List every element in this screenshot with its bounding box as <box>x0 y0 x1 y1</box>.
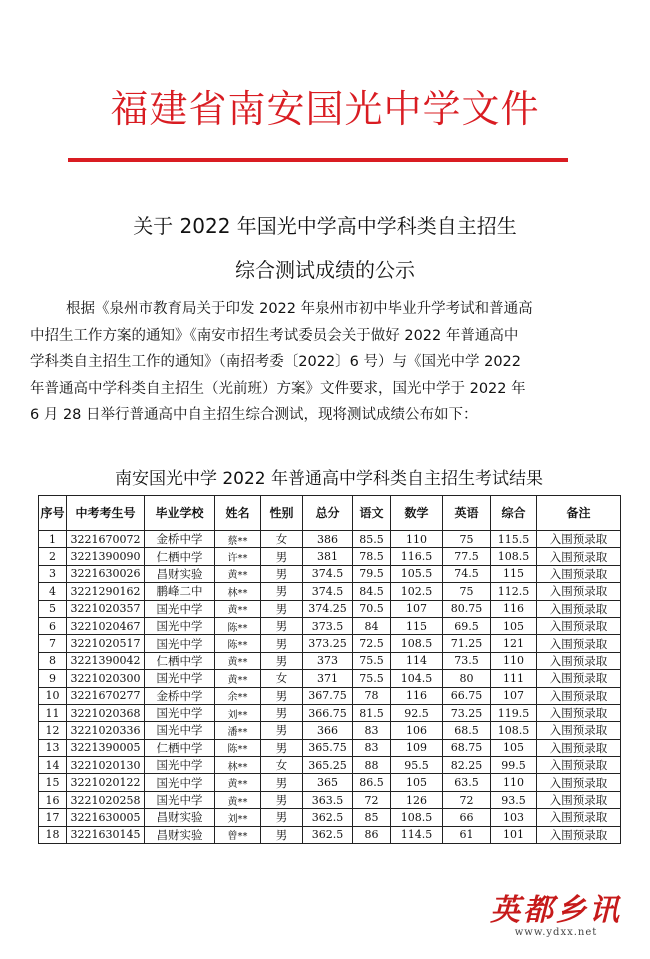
table-cell: 101 <box>491 826 537 843</box>
table-cell: 金桥中学 <box>145 687 215 704</box>
table-cell: 75 <box>443 531 491 548</box>
table-cell: 入围预录取 <box>537 722 621 739</box>
table-cell: 黄** <box>215 774 261 791</box>
notice-title-line1: 关于 2022 年国光中学高中学科类自主招生 <box>133 214 517 238</box>
table-cell: 86 <box>353 826 391 843</box>
body-line: 年普通高中学科类自主招生（光前班）方案》文件要求，国光中学于 2022 年 <box>30 380 526 397</box>
table-cell: 105 <box>491 617 537 634</box>
header-cell: 姓名 <box>215 496 261 531</box>
table-cell: 6 <box>39 617 67 634</box>
table-cell: 9 <box>39 670 67 687</box>
table-cell: 126 <box>391 791 443 808</box>
table-cell: 363.5 <box>303 791 353 808</box>
table-row <box>39 617 621 634</box>
table-cell: 110 <box>391 531 443 548</box>
table-cell: 16 <box>39 791 67 808</box>
table-cell: 83 <box>353 739 391 756</box>
table-cell: 男 <box>261 635 303 652</box>
results-table-body <box>39 531 621 844</box>
table-cell: 12 <box>39 722 67 739</box>
table-cell: 仁栖中学 <box>145 548 215 565</box>
table-row <box>39 531 621 548</box>
table-cell: 国光中学 <box>145 704 215 721</box>
table-cell: 366 <box>303 722 353 739</box>
table-cell: 15 <box>39 774 67 791</box>
table-cell: 3221020467 <box>67 617 145 634</box>
table-cell: 男 <box>261 774 303 791</box>
table-cell: 潘** <box>215 722 261 739</box>
table-cell: 黄** <box>215 791 261 808</box>
table-cell: 83 <box>353 722 391 739</box>
table-cell: 80 <box>443 670 491 687</box>
table-cell: 99.5 <box>491 757 537 774</box>
table-cell: 男 <box>261 722 303 739</box>
table-cell: 男 <box>261 704 303 721</box>
table-cell: 66 <box>443 809 491 826</box>
table-cell: 71.25 <box>443 635 491 652</box>
table-row <box>39 565 621 582</box>
table-cell: 入围预录取 <box>537 635 621 652</box>
table-cell: 黄** <box>215 670 261 687</box>
table-row <box>39 548 621 565</box>
table-cell: 114.5 <box>391 826 443 843</box>
table-row <box>39 635 621 652</box>
table-cell: 3221020517 <box>67 635 145 652</box>
table-header-row <box>39 496 621 531</box>
results-table-container <box>38 463 620 844</box>
table-cell: 仁栖中学 <box>145 739 215 756</box>
table-cell: 75 <box>443 583 491 600</box>
table-cell: 女 <box>261 670 303 687</box>
table-cell: 75.5 <box>353 652 391 669</box>
table-cell: 蔡** <box>215 531 261 548</box>
table-cell: 国光中学 <box>145 774 215 791</box>
notice-body <box>30 296 586 429</box>
table-cell: 105 <box>491 739 537 756</box>
table-row <box>39 583 621 600</box>
table-cell: 入围预录取 <box>537 531 621 548</box>
table-row <box>39 739 621 756</box>
table-cell: 入围预录取 <box>537 826 621 843</box>
table-cell: 入围预录取 <box>537 670 621 687</box>
table-cell: 78 <box>353 687 391 704</box>
table-cell: 115 <box>491 565 537 582</box>
header-cell: 备注 <box>537 496 621 531</box>
table-cell: 入围预录取 <box>537 739 621 756</box>
table-cell: 85.5 <box>353 531 391 548</box>
table-cell: 72.5 <box>353 635 391 652</box>
table-cell: 103 <box>491 809 537 826</box>
table-cell: 362.5 <box>303 809 353 826</box>
table-cell: 3221020122 <box>67 774 145 791</box>
table-cell: 82.25 <box>443 757 491 774</box>
table-cell: 115 <box>391 617 443 634</box>
table-cell: 许** <box>215 548 261 565</box>
table-cell: 入围预录取 <box>537 774 621 791</box>
table-row <box>39 791 621 808</box>
table-cell: 入围预录取 <box>537 791 621 808</box>
table-cell: 366.75 <box>303 704 353 721</box>
table-cell: 110 <box>491 774 537 791</box>
table-cell: 男 <box>261 687 303 704</box>
table-cell: 3221020300 <box>67 670 145 687</box>
table-row <box>39 757 621 774</box>
header-cell: 毕业学校 <box>145 496 215 531</box>
table-cell: 入围预录取 <box>537 704 621 721</box>
table-cell: 108.5 <box>391 635 443 652</box>
table-cell: 林** <box>215 583 261 600</box>
table-cell: 入围预录取 <box>537 809 621 826</box>
table-cell: 105.5 <box>391 565 443 582</box>
table-cell: 11 <box>39 704 67 721</box>
table-cell: 373.25 <box>303 635 353 652</box>
table-cell: 昌财实验 <box>145 565 215 582</box>
table-cell: 365.75 <box>303 739 353 756</box>
table-cell: 106 <box>391 722 443 739</box>
notice-title-line2: 综合测试成绩的公示 <box>235 258 415 282</box>
table-cell: 111 <box>491 670 537 687</box>
table-cell: 3221630026 <box>67 565 145 582</box>
table-cell: 74.5 <box>443 565 491 582</box>
body-line: 中招生工作方案的通知》《南安市招生考试委员会关于做好 2022 年普通高中 <box>30 327 519 344</box>
watermark-name: 英都乡讯 <box>490 893 622 928</box>
table-cell: 5 <box>39 600 67 617</box>
table-cell: 3221630145 <box>67 826 145 843</box>
table-cell: 116 <box>491 600 537 617</box>
table-cell: 男 <box>261 791 303 808</box>
table-cell: 72 <box>353 791 391 808</box>
table-cell: 66.75 <box>443 687 491 704</box>
table-cell: 81.5 <box>353 704 391 721</box>
table-cell: 107 <box>391 600 443 617</box>
table-cell: 3221290162 <box>67 583 145 600</box>
table-row <box>39 826 621 843</box>
header-cell: 序号 <box>39 496 67 531</box>
table-cell: 3221020357 <box>67 600 145 617</box>
table-cell: 国光中学 <box>145 757 215 774</box>
document-header: 福建省南安国光中学文件 <box>110 87 540 131</box>
table-cell: 3 <box>39 565 67 582</box>
table-cell: 80.75 <box>443 600 491 617</box>
table-cell: 金桥中学 <box>145 531 215 548</box>
header-cell: 语文 <box>353 496 391 531</box>
table-cell: 10 <box>39 687 67 704</box>
table-cell: 72 <box>443 791 491 808</box>
table-cell: 国光中学 <box>145 600 215 617</box>
table-cell: 陈** <box>215 635 261 652</box>
table-cell: 国光中学 <box>145 617 215 634</box>
body-line: 根据《泉州市教育局关于印发 2022 年泉州市初中毕业升学考试和普通高 <box>66 301 533 317</box>
table-cell: 84 <box>353 617 391 634</box>
table-cell: 国光中学 <box>145 670 215 687</box>
table-cell: 男 <box>261 809 303 826</box>
table-cell: 109 <box>391 739 443 756</box>
table-cell: 男 <box>261 617 303 634</box>
table-cell: 3221020130 <box>67 757 145 774</box>
table-cell: 3221670277 <box>67 687 145 704</box>
table-cell: 黄** <box>215 565 261 582</box>
table-cell: 114 <box>391 652 443 669</box>
table-cell: 70.5 <box>353 600 391 617</box>
table-row <box>39 774 621 791</box>
table-cell: 68.5 <box>443 722 491 739</box>
table-cell: 曾** <box>215 826 261 843</box>
body-line: 6 月 28 日举行普通高中自主招生综合测试，现将测试成绩公布如下： <box>30 407 478 423</box>
table-cell: 116.5 <box>391 548 443 565</box>
table-cell: 14 <box>39 757 67 774</box>
table-cell: 86.5 <box>353 774 391 791</box>
table-row <box>39 670 621 687</box>
table-cell: 余** <box>215 687 261 704</box>
table-cell: 374.5 <box>303 583 353 600</box>
table-row <box>39 687 621 704</box>
table-cell: 17 <box>39 809 67 826</box>
table-cell: 373 <box>303 652 353 669</box>
header-cell: 性别 <box>261 496 303 531</box>
table-cell: 61 <box>443 826 491 843</box>
table-cell: 黄** <box>215 652 261 669</box>
table-cell: 入围预录取 <box>537 652 621 669</box>
table-cell: 男 <box>261 565 303 582</box>
table-cell: 115.5 <box>491 531 537 548</box>
table-cell: 88 <box>353 757 391 774</box>
table-row <box>39 704 621 721</box>
table-cell: 93.5 <box>491 791 537 808</box>
table-cell: 2 <box>39 548 67 565</box>
table-cell: 昌财实验 <box>145 826 215 843</box>
table-cell: 108.5 <box>491 548 537 565</box>
table-cell: 85 <box>353 809 391 826</box>
table-cell: 黄** <box>215 600 261 617</box>
table-cell: 男 <box>261 600 303 617</box>
table-cell: 365 <box>303 774 353 791</box>
table-cell: 365.25 <box>303 757 353 774</box>
table-cell: 3221020336 <box>67 722 145 739</box>
header-cell: 总分 <box>303 496 353 531</box>
table-cell: 107 <box>491 687 537 704</box>
table-cell: 373.5 <box>303 617 353 634</box>
header-cell: 综合 <box>491 496 537 531</box>
table-cell: 75.5 <box>353 670 391 687</box>
table-cell: 68.75 <box>443 739 491 756</box>
table-cell: 仁栖中学 <box>145 652 215 669</box>
table-cell: 陈** <box>215 617 261 634</box>
table-cell: 入围预录取 <box>537 757 621 774</box>
table-cell: 入围预录取 <box>537 687 621 704</box>
body-line: 学科类自主招生工作的通知》（南招考委〔2022〕6 号）与《国光中学 2022 <box>30 354 521 370</box>
table-cell: 入围预录取 <box>537 617 621 634</box>
table-row <box>39 652 621 669</box>
table-cell: 7 <box>39 635 67 652</box>
table-cell: 79.5 <box>353 565 391 582</box>
table-cell: 入围预录取 <box>537 583 621 600</box>
table-cell: 女 <box>261 757 303 774</box>
table-cell: 4 <box>39 583 67 600</box>
table-cell: 男 <box>261 548 303 565</box>
table-cell: 362.5 <box>303 826 353 843</box>
table-cell: 3221630005 <box>67 809 145 826</box>
table-cell: 77.5 <box>443 548 491 565</box>
table-cell: 男 <box>261 652 303 669</box>
table-cell: 国光中学 <box>145 791 215 808</box>
table-cell: 林** <box>215 757 261 774</box>
header-divider <box>68 158 568 162</box>
table-cell: 鹏峰二中 <box>145 583 215 600</box>
table-cell: 374.25 <box>303 600 353 617</box>
table-cell: 3221390042 <box>67 652 145 669</box>
site-watermark <box>476 893 636 938</box>
table-cell: 3221390005 <box>67 739 145 756</box>
table-cell: 入围预录取 <box>537 565 621 582</box>
table-cell: 108.5 <box>391 809 443 826</box>
table-cell: 121 <box>491 635 537 652</box>
header-cell: 中考考生号 <box>67 496 145 531</box>
table-cell: 男 <box>261 739 303 756</box>
table-cell: 69.5 <box>443 617 491 634</box>
table-cell: 男 <box>261 826 303 843</box>
table-cell: 男 <box>261 583 303 600</box>
table-cell: 95.5 <box>391 757 443 774</box>
header-cell: 数学 <box>391 496 443 531</box>
table-cell: 374.5 <box>303 565 353 582</box>
table-cell: 3221670072 <box>67 531 145 548</box>
table-cell: 102.5 <box>391 583 443 600</box>
table-cell: 371 <box>303 670 353 687</box>
table-cell: 386 <box>303 531 353 548</box>
table-cell: 刘** <box>215 704 261 721</box>
table-cell: 1 <box>39 531 67 548</box>
table-cell: 367.75 <box>303 687 353 704</box>
table-cell: 105 <box>391 774 443 791</box>
table-cell: 108.5 <box>491 722 537 739</box>
table-cell: 女 <box>261 531 303 548</box>
results-table <box>38 495 621 844</box>
table-cell: 119.5 <box>491 704 537 721</box>
table-cell: 112.5 <box>491 583 537 600</box>
table-cell: 刘** <box>215 809 261 826</box>
table-cell: 381 <box>303 548 353 565</box>
table-cell: 63.5 <box>443 774 491 791</box>
table-cell: 3221390090 <box>67 548 145 565</box>
table-cell: 92.5 <box>391 704 443 721</box>
table-cell: 陈** <box>215 739 261 756</box>
table-cell: 78.5 <box>353 548 391 565</box>
table-row <box>39 722 621 739</box>
table-cell: 110 <box>491 652 537 669</box>
table-cell: 73.5 <box>443 652 491 669</box>
table-cell: 昌财实验 <box>145 809 215 826</box>
table-cell: 3221020368 <box>67 704 145 721</box>
table-cell: 104.5 <box>391 670 443 687</box>
table-row <box>39 600 621 617</box>
table-cell: 116 <box>391 687 443 704</box>
table-cell: 84.5 <box>353 583 391 600</box>
results-table-title: 南安国光中学 2022 年普通高中学科类自主招生考试结果 <box>114 469 544 489</box>
table-cell: 3221020258 <box>67 791 145 808</box>
table-cell: 8 <box>39 652 67 669</box>
table-cell: 国光中学 <box>145 635 215 652</box>
table-cell: 73.25 <box>443 704 491 721</box>
table-cell: 13 <box>39 739 67 756</box>
table-cell: 18 <box>39 826 67 843</box>
watermark-url: www.ydxx.net <box>514 927 598 938</box>
table-cell: 入围预录取 <box>537 548 621 565</box>
table-cell: 入围预录取 <box>537 600 621 617</box>
table-cell: 国光中学 <box>145 722 215 739</box>
table-row <box>39 809 621 826</box>
header-cell: 英语 <box>443 496 491 531</box>
